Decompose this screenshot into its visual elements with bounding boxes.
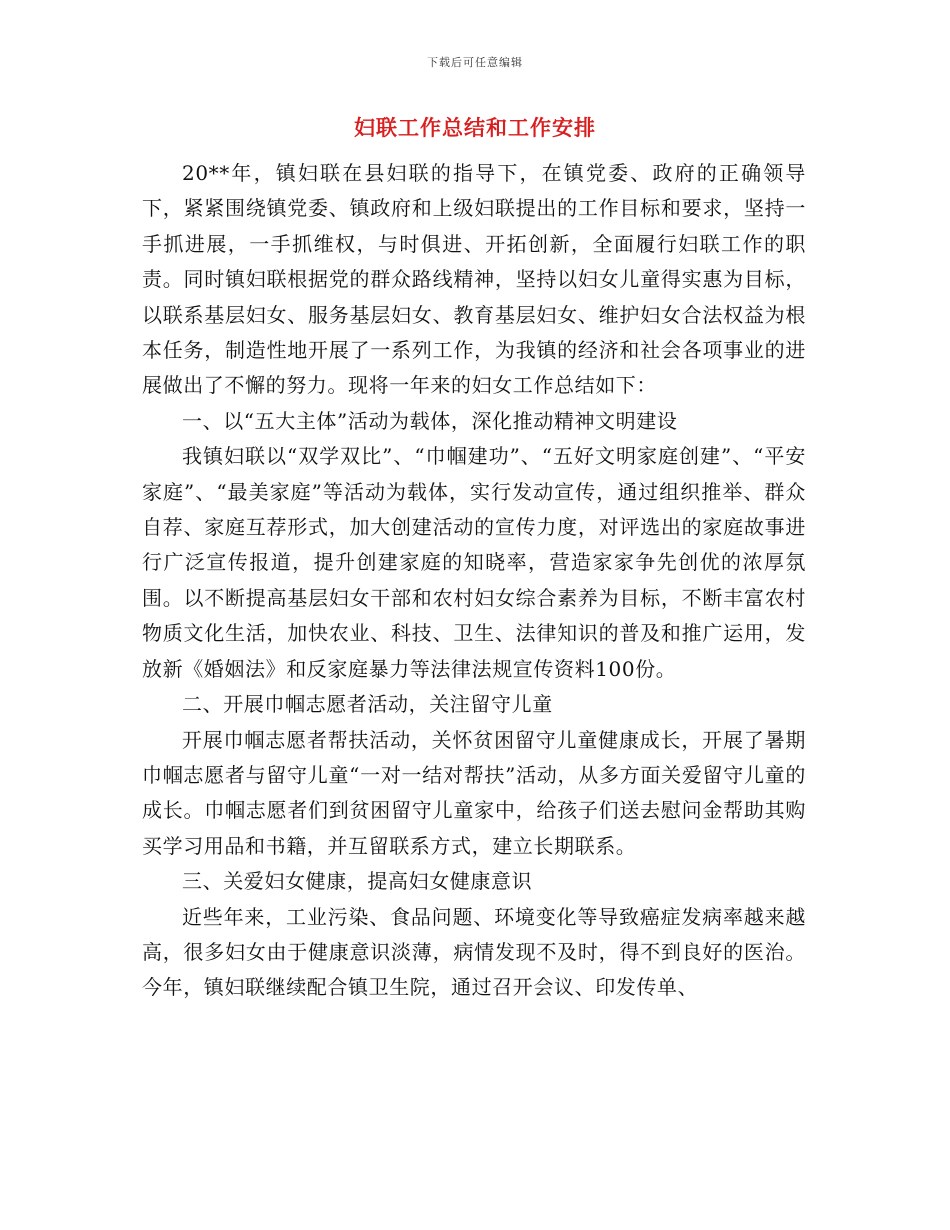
document-body bbox=[142, 156, 806, 1006]
document-title: 妇联工作总结和工作安排 bbox=[354, 115, 596, 140]
paragraph-section-2: 开展巾帼志愿者帮扶活动，关怀贫困留守儿童健康成长，开展了暑期巾帼志愿者与留守儿童“一对一结对帮扶”活动，从多方面关爱留守儿童的成长。巾帼志愿者们到贫困留守儿童家中，给孩子们送去慰问金帮助其购买学习用品和书籍，并互留联系方式，建立长期联系。 bbox=[142, 727, 806, 858]
section-heading-1: 一、以“五大主体”活动为载体，深化推动精神文明建设 bbox=[182, 408, 678, 433]
paragraph-section-1: 我镇妇联以“双学双比”、“巾帼建功”、“五好文明家庭创建”、“平安家庭”、“最美家庭”等活动为载体，实行发动宣传，通过组织推举、群众自荐、家庭互荐形式，加大创建活动的宣传力度，对评选出的家庭故事进行广泛宣传报道，提升创建家庭的知晓率，营造家家争先创优的浓厚氛围。以不断提高基层妇女干部和农村妇女综合素养为目标，不断丰富农村物质文化生活，加快农业、科技、卫生、法律知识的普及和推广运用，发放新《婚姻法》和反家庭暴力等法律法规宣传资料100份。 bbox=[142, 444, 806, 681]
paragraph-section-3: 近些年来，工业污染、食品问题、环境变化等导致癌症发病率越来越高，很多妇女由于健康意识淡薄，病情发现不及时，得不到良好的医治。今年，镇妇联继续配合镇卫生院，通过召开会议、印发传单、 bbox=[142, 904, 806, 1000]
section-heading-2: 二、开展巾帼志愿者活动，关注留守儿童 bbox=[182, 692, 553, 717]
page-header: 下载后可任意编辑 bbox=[427, 56, 523, 69]
section-heading-3: 三、关爱妇女健康，提高妇女健康意识 bbox=[182, 869, 533, 894]
paragraph-intro: 20**年，镇妇联在县妇联的指导下，在镇党委、政府的正确领导下，紧紧围绕镇党委、镇政府和上级妇联提出的工作目标和要求，坚持一手抓进展，一手抓维权，与时俱进、开拓创新，全面履行妇联工作的职责。同时镇妇联根据党的群众路线精神，坚持以妇女儿童得实惠为目标，以联系基层妇女、服务基层妇女、教育基层妇女、维护妇女合法权益为根本任务，制造性地开展了一系列工作，为我镇的经济和社会各项事业的进展做出了不懈的努力。现将一年来的妇女工作总结如下： bbox=[142, 161, 806, 398]
